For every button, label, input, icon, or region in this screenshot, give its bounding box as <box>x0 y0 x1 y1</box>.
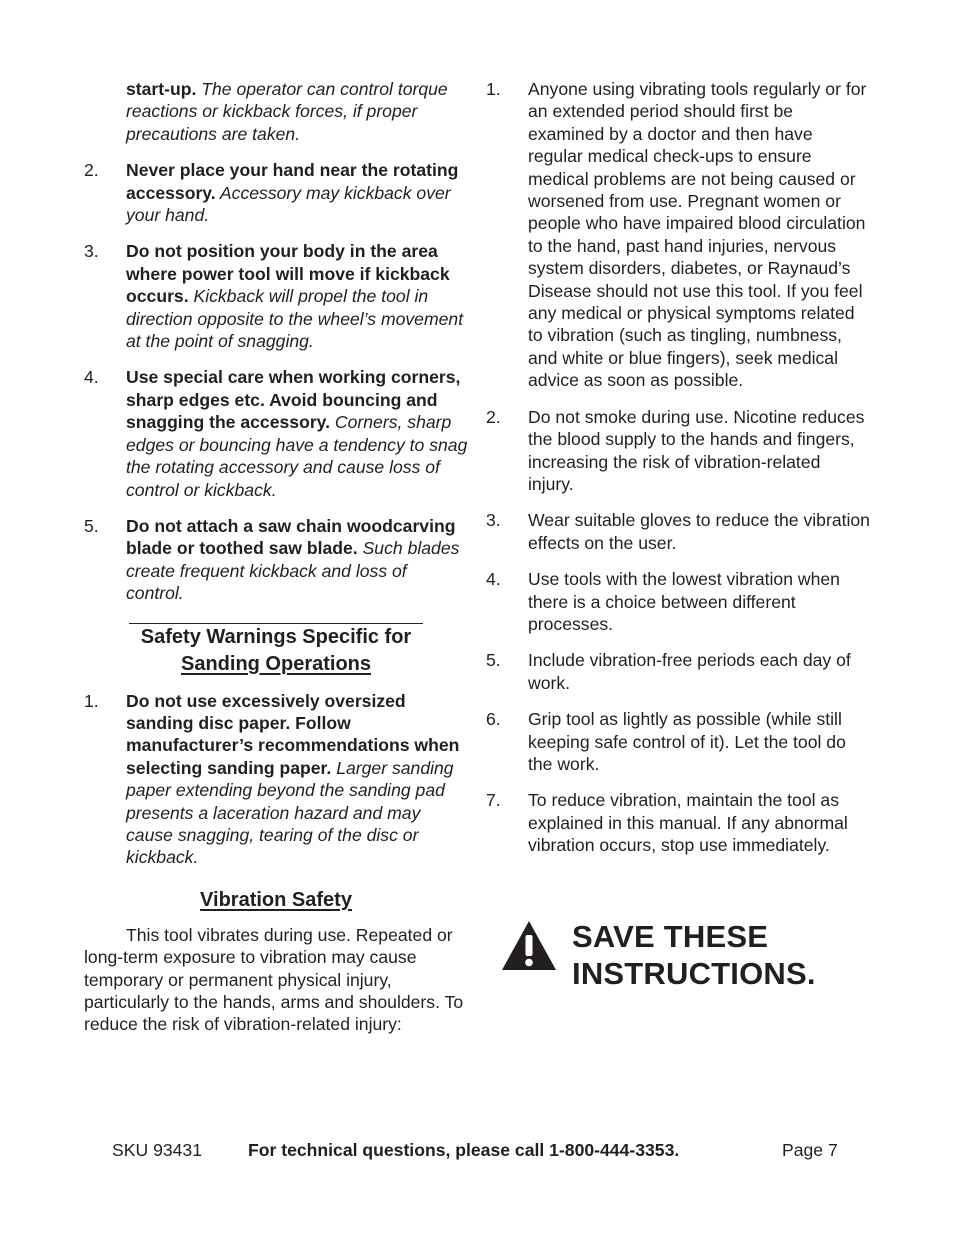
left-column <box>84 78 468 1036</box>
vibration-paragraph: This tool vibrates during use. Repeated or long-term exposure to vibration may cause temporary or permanent physical injury, particularly to the hands, arms and shoulders. To reduce the risk of vibration-related injury: <box>84 924 464 1035</box>
item-number: 5. <box>486 650 501 671</box>
item-italic-text: Such blades create frequent kickback and loss of control. <box>126 538 460 604</box>
item-number: 4. <box>486 569 501 590</box>
item-text: Anyone using vibrating tools regularly or for an extended period should first be examined by a doctor and then have regular medical check-ups to ensure medical problems are not being caused or worsened from use. Pregnant women or people who have impaired blood circulation to the hand, past hand injuries, nervous system disorders, diabetes, or Raynaud’s Disease should not use this tool. If you feel any medical or physical symptoms related to vibration (such as tingling, numbness, and white or blue fingers), seek medical advice as soon as possible. <box>528 79 867 391</box>
right-column <box>486 78 870 871</box>
list-item <box>486 708 870 775</box>
item-bold-text: Use special care when working corners, sharp edges etc. Avoid bouncing and snagging the accessory. <box>126 367 461 433</box>
list-item <box>486 78 870 392</box>
item-italic-text: Larger sanding paper extending beyond the sanding pad presents a laceration hazard and may cause snagging, tearing of the disc or kickback. <box>126 757 454 868</box>
save-line1: SAVE THESE <box>572 919 769 954</box>
list-item <box>486 789 870 856</box>
save-instructions-text <box>572 918 816 992</box>
item-text: Wear suitable gloves to reduce the vibration effects on the user. <box>528 510 870 553</box>
intro-italic: The operator can control torque reactions or kickback forces, if proper precautions are taken. <box>126 79 448 144</box>
warning-triangle-icon <box>500 918 558 977</box>
item-number: 3. <box>486 510 501 531</box>
item-text: Do not smoke during use. Nicotine reduces the blood supply to the hands and fingers, increasing the risk of vibration-related injury. <box>528 406 865 494</box>
item-bold-text: Never place your hand near the rotating accessory. <box>126 160 459 203</box>
list-item <box>84 515 468 605</box>
footer-tech-questions: For technical questions, please call 1-800-444-3353. <box>248 1140 680 1160</box>
sanding-heading-line1: Safety Warnings Specific for <box>140 625 412 648</box>
sanding-heading <box>84 623 468 678</box>
list-item <box>84 366 468 500</box>
list-item <box>84 690 468 869</box>
vibration-heading <box>84 887 468 914</box>
item-number: 7. <box>486 790 501 811</box>
item-italic-text: Accessory may kickback over your hand. <box>126 182 451 226</box>
item-text: To reduce vibration, maintain the tool as explained in this manual. If any abnormal vibration occurs, stop use immediately. <box>528 790 848 856</box>
sanding-heading-line2: Sanding Operations <box>180 652 372 675</box>
list-item <box>486 568 870 635</box>
footer-page-number: Page 7 <box>782 1140 838 1160</box>
item-number: 1. <box>486 79 501 99</box>
item-italic-text: Kickback will propel the tool in direction opposite to the wheel’s movement at the point of snagging. <box>126 286 464 352</box>
list-item <box>84 159 468 226</box>
item-number: 4. <box>84 367 99 388</box>
save-line2: INSTRUCTIONS. <box>572 956 816 991</box>
vibration-heading-text: Vibration Safety <box>200 888 352 911</box>
item-bold-text: Do not position your body in the area where power tool will move if kickback occurs. <box>126 241 450 307</box>
item-bold-text: Do not use excessively oversized sanding disc paper. Follow manufacturer’s recommendations when selecting sanding paper. <box>126 690 460 778</box>
item-number: 2. <box>84 160 99 181</box>
item-number: 5. <box>84 515 99 536</box>
list-item <box>486 406 870 496</box>
item-bold-text: Do not attach a saw chain woodcarving blade or toothed saw blade. <box>126 515 456 559</box>
list-item <box>486 649 870 694</box>
item-text: Grip tool as lightly as possible (while still keeping safe control of it). Let the tool do the work. <box>528 709 846 774</box>
intro-continuation <box>84 78 468 145</box>
list-item <box>84 240 468 352</box>
item-number: 1. <box>84 690 99 711</box>
item-italic-text: Corners, sharp edges or bouncing have a tendency to snag the rotating accessory and cause loss of control or kickback. <box>126 412 468 500</box>
item-text: Use tools with the lowest vibration when there is a choice between different processes. <box>528 569 840 634</box>
intro-bold: start-up. <box>126 79 197 99</box>
save-instructions-box <box>500 918 816 992</box>
footer-sku: SKU 93431 <box>112 1140 202 1160</box>
item-number: 6. <box>486 709 501 730</box>
item-text: Include vibration-free periods each day of work. <box>528 650 851 693</box>
list-item <box>486 509 870 554</box>
item-number: 3. <box>84 241 99 262</box>
item-number: 2. <box>486 406 501 427</box>
